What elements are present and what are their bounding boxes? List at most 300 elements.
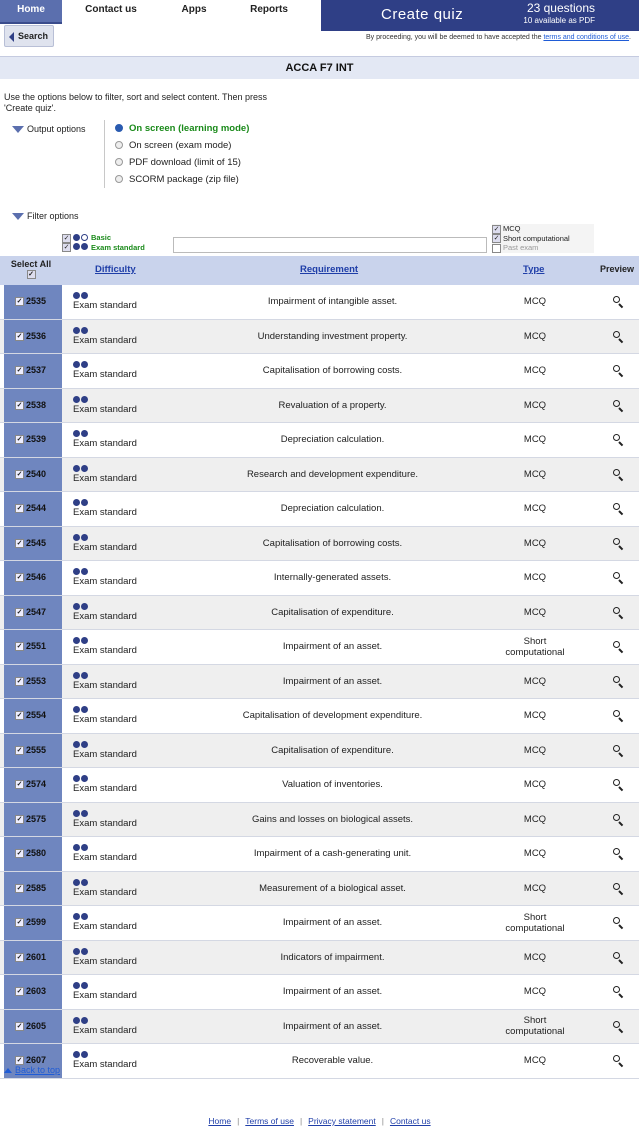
difficulty-cell <box>73 464 137 485</box>
difficulty-cell <box>73 636 137 657</box>
checkbox-checked-icon: ✓ <box>16 884 23 892</box>
difficulty-text: Exam standard <box>73 886 137 898</box>
preview-button[interactable] <box>612 916 626 930</box>
type-short-computational[interactable] <box>492 234 594 244</box>
magnifier-icon <box>612 709 626 723</box>
difficulty-text: Exam standard <box>73 300 137 311</box>
footer-privacy-link[interactable]: Privacy statement <box>308 1116 376 1126</box>
requirement-cell <box>200 665 465 699</box>
requirement-text: Recoverable value. <box>291 1055 374 1067</box>
footer-home-link[interactable]: Home <box>208 1116 232 1126</box>
checkbox-checked-icon: ✓ <box>16 574 23 581</box>
type-text: MCQ <box>523 848 547 860</box>
checkbox-checked-icon: ✓ <box>16 367 23 374</box>
footer-separator: | <box>299 1116 303 1126</box>
requirement-cell <box>200 975 465 1009</box>
type-cell <box>485 665 585 699</box>
question-select[interactable] <box>4 354 62 388</box>
question-id: 2537 <box>26 365 47 375</box>
preview-button[interactable] <box>612 537 626 551</box>
magnifier-icon <box>612 744 626 758</box>
table-row <box>0 768 639 803</box>
question-id: 2574 <box>26 779 47 789</box>
question-id: 2546 <box>26 572 47 582</box>
difficulty-text: Exam standard <box>73 1059 137 1070</box>
question-select[interactable] <box>4 837 62 871</box>
footer-terms-link[interactable]: Terms of use <box>245 1116 294 1126</box>
magnifier-icon <box>612 399 626 413</box>
table-row <box>0 699 639 734</box>
preview-button[interactable] <box>612 399 626 413</box>
preview-button[interactable] <box>612 985 626 999</box>
question-select[interactable] <box>4 527 62 561</box>
requirement-cell <box>200 596 465 630</box>
preview-button[interactable] <box>612 364 626 378</box>
search-button[interactable] <box>4 25 54 47</box>
requirement-cell <box>200 837 465 871</box>
question-id: 2553 <box>26 675 47 686</box>
magnifier-icon <box>612 1054 626 1068</box>
requirement-cell <box>200 872 465 906</box>
type-cell <box>485 492 585 526</box>
type-text: Short computational <box>505 911 565 934</box>
requirement-cell <box>200 768 465 802</box>
question-id: 2605 <box>26 1020 47 1031</box>
checkbox-checked-icon: ✓ <box>16 850 23 857</box>
type-text: MCQ <box>523 1055 547 1067</box>
requirement-text: Capitalisation of expenditure. <box>271 606 394 618</box>
question-id: 2547 <box>26 606 47 617</box>
difficulty-cell <box>73 1050 137 1071</box>
difficulty-text: Exam standard <box>73 852 137 863</box>
output-option-learning[interactable] <box>115 120 249 137</box>
checkbox-checked-icon: ✓ <box>16 781 23 788</box>
question-select[interactable] <box>4 320 62 354</box>
tab-home[interactable]: Home <box>0 0 62 24</box>
type-cell <box>485 837 585 871</box>
triangle-down-icon <box>12 126 24 133</box>
checkbox-checked-icon: ✓ <box>16 677 23 685</box>
type-cell <box>485 975 585 1009</box>
type-cell <box>485 389 585 423</box>
checkbox-checked-icon: ✓ <box>493 235 500 243</box>
table-row <box>0 941 639 976</box>
difficulty-cell <box>73 360 137 381</box>
type-label: MCQ <box>503 224 521 233</box>
table-row <box>0 665 639 700</box>
question-select[interactable] <box>4 803 62 837</box>
create-quiz-label: Create quiz <box>381 6 464 23</box>
difficulty-cell <box>73 912 137 933</box>
sort-type[interactable]: Type <box>523 264 545 275</box>
select-all[interactable] <box>4 259 58 279</box>
type-text: Short computational <box>505 1015 565 1038</box>
requirement-text: Impairment of intangible asset. <box>267 296 398 308</box>
type-text: MCQ <box>523 951 547 963</box>
type-cell <box>485 1010 585 1044</box>
checkbox-checked-icon: ✓ <box>16 436 23 443</box>
magnifier-icon <box>612 916 626 930</box>
type-filter <box>492 224 594 253</box>
type-label: Short computational <box>503 233 570 243</box>
back-to-top-label: Back to top <box>15 1065 61 1075</box>
tab-reports[interactable]: Reports <box>250 4 288 15</box>
preview-button[interactable] <box>612 330 626 344</box>
type-text: MCQ <box>523 675 547 687</box>
difficulty-cell <box>73 740 137 761</box>
requirement-text: Capitalisation of borrowing costs. <box>262 365 403 377</box>
question-id: 2551 <box>26 641 47 651</box>
preview-button[interactable] <box>612 744 626 758</box>
requirement-cell <box>200 941 465 975</box>
preview-button[interactable] <box>612 813 626 827</box>
difficulty-cell <box>73 809 137 830</box>
preview-button[interactable] <box>612 640 626 654</box>
magnifier-icon <box>612 951 626 965</box>
terms-notice <box>366 34 631 41</box>
type-cell <box>485 941 585 975</box>
preview-button[interactable] <box>612 951 626 965</box>
type-text: MCQ <box>523 779 547 791</box>
requirement-text: Impairment of an asset. <box>282 986 383 998</box>
magnifier-icon <box>612 813 626 827</box>
radio-icon <box>115 141 123 149</box>
intro-text: Use the options below to filter, sort and select content. Then press 'Create quiz'. <box>4 92 267 113</box>
type-cell <box>485 734 585 768</box>
type-text: MCQ <box>523 813 547 825</box>
difficulty-cell <box>73 981 137 1002</box>
question-id: 2599 <box>26 917 47 927</box>
difficulty-text: Exam standard <box>73 541 137 553</box>
difficulty-cell <box>73 326 137 347</box>
requirement-cell <box>200 423 465 457</box>
sort-requirement[interactable]: Requirement <box>300 264 359 275</box>
type-cell <box>485 596 585 630</box>
terms-suffix: . <box>629 34 631 41</box>
preview-header: Preview <box>600 264 635 274</box>
footer-separator: | <box>381 1116 384 1126</box>
question-id: 2601 <box>26 951 47 962</box>
difficulty-filter <box>62 233 145 252</box>
difficulty-text: Exam standard <box>73 334 137 346</box>
question-select[interactable] <box>4 596 62 630</box>
type-cell <box>485 458 585 492</box>
type-cell <box>485 561 585 595</box>
output-option-pdf[interactable] <box>115 154 249 171</box>
magnifier-icon <box>612 468 626 482</box>
type-label: Past exam <box>503 243 539 253</box>
type-text: MCQ <box>523 365 547 377</box>
question-select[interactable] <box>4 561 62 595</box>
table-row <box>0 837 639 872</box>
table-row <box>0 423 639 458</box>
requirement-cell <box>200 734 465 768</box>
requirement-text: Gains and losses on biological assets. <box>251 813 414 825</box>
magnifier-icon <box>612 640 626 654</box>
requirement-cell <box>200 906 465 940</box>
difficulty-text: Exam standard <box>73 576 137 587</box>
checkbox-checked-icon: ✓ <box>16 1057 23 1064</box>
requirement-text: Impairment of an asset. <box>282 675 383 687</box>
question-id: 2575 <box>26 813 47 824</box>
sort-difficulty[interactable]: Difficulty <box>95 264 136 275</box>
type-past-exam[interactable] <box>492 243 594 253</box>
difficulty-cell <box>73 395 137 416</box>
type-text: MCQ <box>523 434 547 446</box>
difficulty-cell <box>73 602 137 623</box>
requirement-text: Impairment of an asset. <box>282 641 383 653</box>
checkbox-checked-icon: ✓ <box>16 919 23 926</box>
question-select[interactable] <box>4 665 62 699</box>
preview-button[interactable] <box>612 1020 626 1034</box>
question-select[interactable] <box>4 492 62 526</box>
filter-options-label: Filter options <box>27 211 79 221</box>
output-options-label: Output options <box>27 124 86 134</box>
difficulty-cell <box>73 291 137 312</box>
question-id: 2585 <box>26 882 47 893</box>
preview-button[interactable] <box>612 433 626 447</box>
type-cell <box>485 354 585 388</box>
checkbox-checked-icon: ✓ <box>16 608 23 616</box>
difficulty-text: Exam standard <box>73 817 137 829</box>
question-select[interactable] <box>4 699 62 733</box>
create-quiz-button[interactable] <box>321 0 639 31</box>
table-row <box>0 285 639 320</box>
difficulty-dots-icon <box>73 234 89 243</box>
type-text: MCQ <box>523 710 547 722</box>
type-text: MCQ <box>523 572 547 584</box>
difficulty-cell <box>73 533 137 554</box>
type-cell <box>485 630 585 664</box>
question-select[interactable] <box>4 1010 62 1044</box>
requirement-text: Capitalisation of development expenditure. <box>242 710 423 722</box>
question-select[interactable] <box>4 630 62 664</box>
type-text: MCQ <box>523 330 547 342</box>
preview-button[interactable] <box>612 675 626 689</box>
checkbox-checked-icon: ✓ <box>16 539 23 547</box>
option-label: On screen (learning mode) <box>129 123 250 134</box>
table-row <box>0 630 639 665</box>
preview-button[interactable] <box>612 468 626 482</box>
type-cell <box>485 699 585 733</box>
question-select[interactable] <box>4 389 62 423</box>
output-options-toggle[interactable] <box>12 124 86 134</box>
table-row <box>0 354 639 389</box>
question-table <box>0 285 639 1079</box>
table-header <box>0 256 639 285</box>
table-row <box>0 906 639 941</box>
table-row <box>0 389 639 424</box>
requirement-cell <box>200 699 465 733</box>
difficulty-text: Exam standard <box>73 438 137 449</box>
back-to-top-link[interactable] <box>4 1065 60 1075</box>
search-button-label: Search <box>18 31 49 41</box>
type-text: Short computational <box>505 635 565 658</box>
magnifier-icon <box>612 675 626 689</box>
difficulty-label: Exam standard <box>91 242 145 252</box>
option-label: PDF download (limit of 15) <box>129 157 241 168</box>
footer <box>0 1116 639 1126</box>
requirement-cell <box>200 320 465 354</box>
preview-button[interactable] <box>612 1054 626 1068</box>
preview-button[interactable] <box>612 502 626 516</box>
type-cell <box>485 527 585 561</box>
filter-text-input[interactable] <box>173 237 487 253</box>
pdf-available-count: 10 available as PDF <box>523 16 595 25</box>
preview-button[interactable] <box>612 847 626 861</box>
requirement-cell <box>200 1044 465 1078</box>
magnifier-icon <box>612 778 626 792</box>
type-cell <box>485 1044 585 1078</box>
type-cell <box>485 872 585 906</box>
magnifier-icon <box>612 433 626 447</box>
select-all-label: Select All <box>10 259 52 269</box>
question-select[interactable] <box>4 975 62 1009</box>
requirement-text: Measurement of a biological asset. <box>259 882 406 894</box>
difficulty-basic[interactable] <box>62 233 145 243</box>
difficulty-text: Exam standard <box>73 507 137 518</box>
checkbox-checked-icon: ✓ <box>16 988 23 995</box>
type-text: MCQ <box>523 296 547 308</box>
preview-button[interactable] <box>612 882 626 896</box>
magnifier-icon <box>612 571 626 585</box>
question-select[interactable] <box>4 734 62 768</box>
requirement-cell <box>200 1010 465 1044</box>
table-row <box>0 527 639 562</box>
table-row <box>0 1044 639 1079</box>
checkbox-checked-icon: ✓ <box>16 712 23 719</box>
magnifier-icon <box>612 537 626 551</box>
table-row <box>0 872 639 907</box>
difficulty-text: Exam standard <box>73 783 137 794</box>
difficulty-text: Exam standard <box>73 610 137 622</box>
question-id: 2539 <box>26 434 47 444</box>
requirement-text: Capitalisation of expenditure. <box>271 744 394 756</box>
requirement-text: Impairment of an asset. <box>282 1020 383 1032</box>
output-option-scorm[interactable] <box>115 171 249 188</box>
question-id: 2540 <box>26 468 47 479</box>
difficulty-text: Exam standard <box>73 990 137 1001</box>
type-mcq[interactable] <box>492 224 594 234</box>
question-id: 2607 <box>26 1055 47 1065</box>
preview-button[interactable] <box>612 778 626 792</box>
requirement-cell <box>200 630 465 664</box>
type-text: MCQ <box>523 399 547 411</box>
difficulty-text: Exam standard <box>73 472 137 484</box>
terms-link[interactable]: terms and conditions of use <box>543 34 630 41</box>
magnifier-icon <box>612 295 626 309</box>
preview-button[interactable] <box>612 571 626 585</box>
difficulty-dots-icon <box>73 243 89 252</box>
type-cell <box>485 423 585 457</box>
checkbox-checked-icon: ✓ <box>16 470 23 478</box>
difficulty-text: Exam standard <box>73 679 137 691</box>
page-title: ACCA F7 INT <box>0 56 639 79</box>
type-text: MCQ <box>523 537 547 549</box>
requirement-text: Depreciation calculation. <box>280 503 385 515</box>
type-cell <box>485 320 585 354</box>
difficulty-cell <box>73 567 137 588</box>
question-select[interactable] <box>4 768 62 802</box>
difficulty-cell <box>73 671 137 692</box>
difficulty-exam-standard[interactable] <box>62 243 145 253</box>
question-select[interactable] <box>4 872 62 906</box>
question-select[interactable] <box>4 941 62 975</box>
type-cell <box>485 906 585 940</box>
difficulty-text: Exam standard <box>73 921 137 932</box>
magnifier-icon <box>612 364 626 378</box>
question-id: 2535 <box>26 296 47 306</box>
requirement-text: Depreciation calculation. <box>280 434 385 446</box>
requirement-text: Impairment of an asset. <box>282 917 383 929</box>
difficulty-text: Exam standard <box>73 369 137 380</box>
requirement-cell <box>200 389 465 423</box>
difficulty-cell <box>73 429 137 450</box>
question-select[interactable] <box>4 458 62 492</box>
radio-selected-icon <box>115 124 123 132</box>
difficulty-cell <box>73 947 137 968</box>
triangle-down-icon <box>12 213 24 220</box>
preview-button[interactable] <box>612 709 626 723</box>
question-select[interactable] <box>4 285 62 319</box>
checkbox-checked-icon: ✓ <box>16 643 23 650</box>
requirement-cell <box>200 492 465 526</box>
question-id: 2545 <box>26 537 47 548</box>
question-id: 2536 <box>26 330 47 341</box>
filter-options-toggle[interactable] <box>12 211 79 221</box>
table-row <box>0 458 639 493</box>
preview-button[interactable] <box>612 606 626 620</box>
type-text: MCQ <box>523 744 547 756</box>
table-row <box>0 561 639 596</box>
question-id: 2603 <box>26 986 47 996</box>
requirement-cell <box>200 803 465 837</box>
checkbox-checked-icon: ✓ <box>63 234 70 242</box>
difficulty-text: Exam standard <box>73 1024 137 1036</box>
terms-prefix: By proceeding, you will be deemed to have accepted the <box>365 34 544 41</box>
question-select[interactable] <box>4 906 62 940</box>
magnifier-icon <box>612 606 626 620</box>
checkbox-checked-icon: ✓ <box>16 746 23 754</box>
checkbox-checked-icon: ✓ <box>16 953 23 961</box>
checkbox-checked-icon: ✓ <box>493 225 500 233</box>
checkbox-checked-icon: ✓ <box>16 298 23 305</box>
type-text: MCQ <box>523 606 547 618</box>
footer-contact-link[interactable]: Contact us <box>389 1116 431 1126</box>
difficulty-label: Basic <box>91 233 112 242</box>
preview-button[interactable] <box>612 295 626 309</box>
difficulty-cell <box>73 705 137 726</box>
option-label: SCORM package (zip file) <box>129 174 239 185</box>
output-option-exam[interactable] <box>115 137 249 154</box>
requirement-text: Revaluation of a property. <box>278 399 387 411</box>
requirement-text: Capitalisation of borrowing costs. <box>262 537 403 549</box>
question-id: 2554 <box>26 710 47 720</box>
requirement-text: Internally-generated assets. <box>273 572 392 584</box>
checkbox-checked-icon: ✓ <box>16 332 23 340</box>
question-select[interactable] <box>4 423 62 457</box>
tab-contact-us[interactable]: Contact us <box>85 4 137 15</box>
requirement-text: Research and development expenditure. <box>246 468 419 480</box>
checkbox-checked-icon: ✓ <box>16 401 23 409</box>
type-text: MCQ <box>523 882 547 894</box>
tab-apps[interactable]: Apps <box>181 4 207 15</box>
question-id: 2580 <box>26 848 47 858</box>
checkbox-checked-icon: ✓ <box>28 271 34 279</box>
table-row <box>0 734 639 769</box>
arrow-up-icon <box>4 1068 12 1073</box>
requirement-cell <box>200 458 465 492</box>
